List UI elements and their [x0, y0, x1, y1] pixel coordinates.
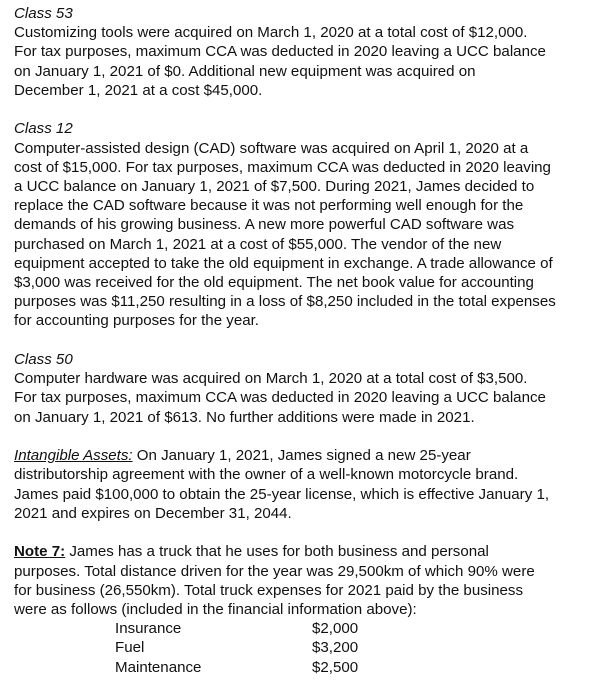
class12-line: $3,000 was received for the old equipment. The net book value for accounting: [14, 274, 534, 292]
intangible-first-line-text: On January 1, 2021, James signed a new 25-year: [132, 447, 471, 465]
class12-line: for accounting purposes for the year.: [14, 312, 260, 330]
class53-line: For tax purposes, maximum CCA was deducted in 2020 leaving a UCC balance: [14, 43, 546, 61]
class50-line: Computer hardware was acquired on March 1, 2020 at a total cost of $3,500.: [14, 370, 528, 388]
expense-label: Fuel: [115, 639, 145, 657]
class12-line: purchased on March 1, 2021 at a cost of $55,000. The vendor of the new: [14, 235, 502, 253]
section-gap: [14, 427, 612, 446]
note7-line: purposes. Total distance driven for the year was 29,500km of which 90% were: [14, 562, 535, 580]
class50-section: [14, 350, 612, 427]
class12-line: equipment accepted to take the old equipment in exchange. A trade allowance of: [14, 254, 553, 272]
section-gap: [14, 331, 612, 350]
note7-first-line-text: James has a truck that he uses for both business and personal: [65, 543, 489, 561]
class12-line: demands of his growing business. A new more powerful CAD software was: [14, 216, 515, 234]
expense-row-maintenance: [14, 658, 612, 677]
class12-line: Computer-assisted design (CAD) software was acquired on April 1, 2020 at a: [14, 139, 529, 157]
expense-amount: $2,000: [312, 620, 359, 638]
class53-line: December 1, 2021 at a cost $45,000.: [14, 81, 263, 99]
intangible-first-line: [14, 446, 612, 465]
section-gap: [14, 523, 612, 542]
class12-title: Class 12: [14, 120, 73, 138]
note7-line: for business (26,550km). Total truck expenses for 2021 paid by the business: [14, 581, 524, 599]
class12-section: [14, 119, 612, 330]
class12-line: replace the CAD software because it was not performing well enough for the: [14, 197, 524, 215]
note7-section: [14, 542, 612, 676]
class12-line: a UCC balance on January 1, 2021 of $7,500. During 2021, James decided to: [14, 178, 535, 196]
class53-line: Customizing tools were acquired on March 1, 2020 at a total cost of $12,000.: [14, 24, 528, 42]
class50-title: Class 50: [14, 351, 73, 369]
expense-row-insurance: [14, 619, 612, 638]
document-page: [14, 4, 612, 677]
class53-title: Class 53: [14, 5, 73, 22]
expense-label: Insurance: [115, 620, 182, 638]
class12-line: cost of $15,000. For tax purposes, maximum CCA was deducted in 2020 leaving: [14, 158, 551, 176]
class50-line: For tax purposes, maximum CCA was deducted in 2020 leaving a UCC balance: [14, 389, 546, 407]
class53-line: on January 1, 2021 of $0. Additional new equipment was acquired on: [14, 62, 476, 80]
section-gap: [14, 100, 612, 119]
expense-label: Maintenance: [115, 658, 202, 676]
note7-title: Note 7:: [14, 543, 66, 561]
intangible-section: [14, 446, 612, 523]
intangible-line: 2021 and expires on December 31, 2044.: [14, 504, 292, 522]
intangible-title: Intangible Assets:: [14, 447, 133, 465]
class53-section: [14, 4, 612, 100]
class12-line: purposes was $11,250 resulting in a loss of $8,250 included in the total expenses: [14, 293, 556, 311]
note7-first-line: [14, 542, 612, 561]
expense-amount: $2,500: [312, 658, 359, 676]
note7-line: were as follows (included in the financial information above):: [14, 601, 417, 619]
class50-line: on January 1, 2021 of $613. No further additions were made in 2021.: [14, 408, 475, 426]
intangible-line: James paid $100,000 to obtain the 25-year license, which is effective January 1,: [14, 485, 550, 503]
expense-amount: $3,200: [312, 639, 359, 657]
expense-row-fuel: [14, 638, 612, 657]
intangible-line: distributorship agreement with the owner of a well-known motorcycle brand.: [14, 466, 519, 484]
